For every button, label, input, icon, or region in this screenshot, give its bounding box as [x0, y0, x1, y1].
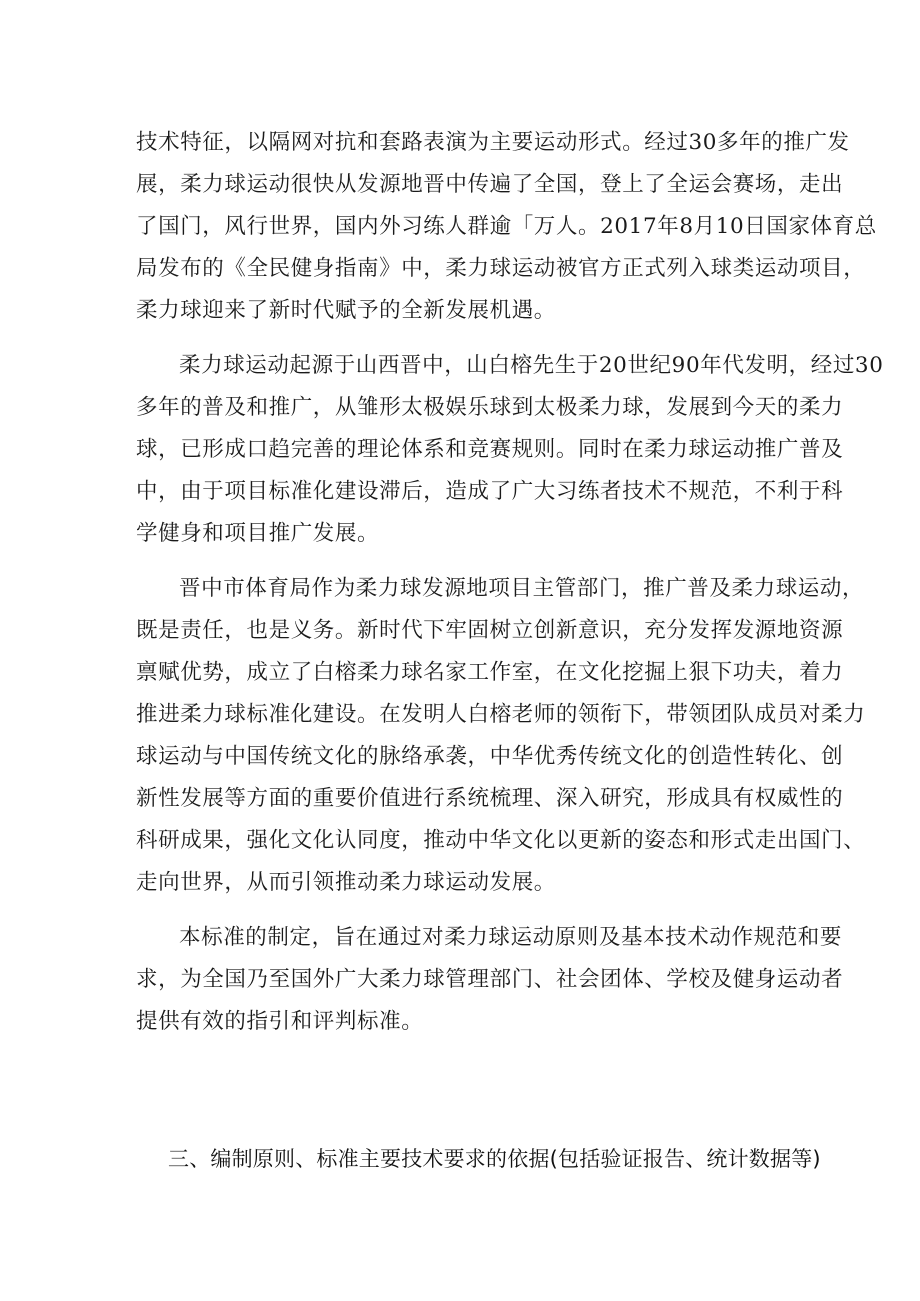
text-line: 既是责任，也是义务。新时代下牢固树立创新意识，充分发挥发源地资源 [136, 618, 844, 643]
text-line: 提供有效的指引和评判标准。 [136, 1009, 424, 1034]
paragraph-origin [136, 345, 884, 555]
text-line: 禀赋优势，成立了白榕柔力球名家工作室，在文化挖掘上狠下功夫，着力 [136, 660, 844, 685]
section-heading: 三、编制原则、标准主要技术要求的依据(包括验证报告、统计数据等) [168, 1147, 821, 1171]
text-line: 走向世界，从而引领推动柔力球运动发展。 [136, 870, 556, 895]
text-line: 球，已形成口趋完善的理论体系和竞赛规则。同时在柔力球运动推广普及 [136, 437, 844, 462]
text-line: 多年的普及和推广，从雏形太极娱乐球到太极柔力球，发展到今天的柔力 [136, 395, 844, 420]
text-line: 展，柔力球运动很快从发源地晋中传遍了全国，登上了全运会赛场，走出 [136, 172, 844, 197]
text-line: 本标准的制定，旨在通过对柔力球运动原则及基本技术动作规范和要 [179, 925, 843, 950]
body-text [136, 122, 884, 1056]
text-line: 柔力球运动起源于山西晋中，山白榕先生于20世纪90年代发明，经过30 [179, 353, 884, 378]
text-line: 推进柔力球标准化建设。在发明人白榕老师的领衔下，带领团队成员对柔力 [136, 702, 866, 727]
text-line: 局发布的《全民健身指南》中，柔力球运动被官方正式列入球类运动项目， [136, 256, 866, 281]
text-line: 球运动与中国传统文化的脉络承袭，中华优秀传统文化的创造性转化、创 [136, 744, 844, 769]
text-line: 中，由于项目标准化建设滞后，造成了广大习练者技术不规范，不利于科 [136, 479, 844, 504]
text-line: 技术特征，以隔网对抗和套路表演为主要运动形式。经过30多年的推广发 [136, 130, 850, 155]
text-line: 求，为全国乃至国外广大柔力球管理部门、社会团体、学校及健身运动者 [136, 967, 844, 992]
text-line: 晋中市体育局作为柔力球发源地项目主管部门，推广普及柔力球运动， [179, 576, 865, 601]
paragraph-purpose [136, 917, 844, 1043]
text-line: 柔力球迎来了新时代赋予的全新发展机遇。 [136, 298, 556, 323]
paragraph-jinzhong-bureau [136, 568, 866, 904]
paragraph-intro-continued [136, 122, 877, 332]
text-line: 新性发展等方面的重要价值进行系统梳理、深入研究，形成具有权威性的 [136, 786, 844, 811]
text-line: 科研成果，强化文化认同度，推动中华文化以更新的姿态和形式走出国门、 [136, 828, 866, 853]
text-line: 学健身和项目推广发展。 [136, 521, 380, 546]
text-line: 了国门，风行世界，国内外习练人群逾「万人。2017年8月10日国家体育总 [136, 214, 877, 239]
